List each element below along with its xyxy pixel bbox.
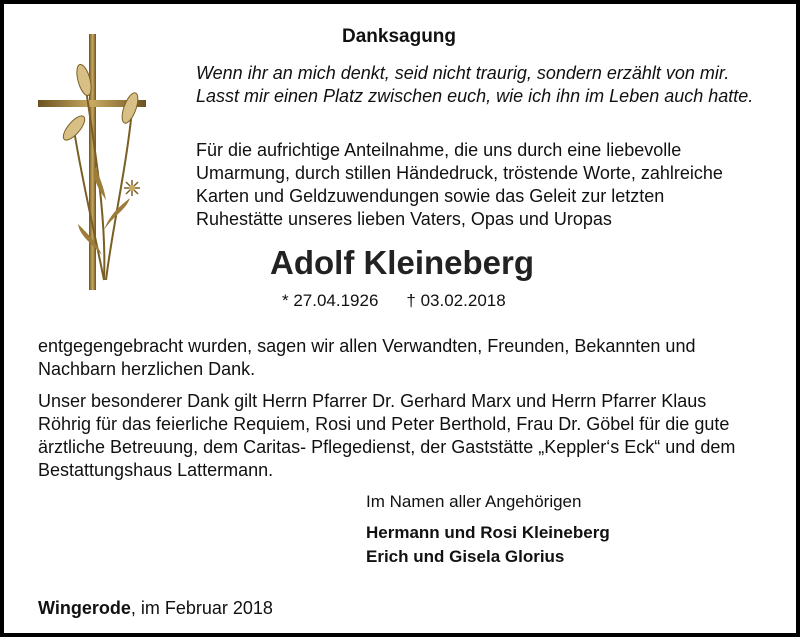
thanks-line: entgegengebracht wurden, sagen wir allen Verwandten, Freunden, Bekannten und — [38, 336, 696, 356]
special-thanks-line: ärztliche Betreuung, dem Caritas- Pflegedienst, der Gaststätte „Keppler‘s Eck“ und dem — [38, 437, 736, 457]
special-thanks-line: Röhrig für das feierliche Requiem, Rosi und Peter Berthold, Frau Dr. Göbel für die gute — [38, 414, 730, 434]
special-thanks-line: Bestattungshaus Lattermann. — [38, 460, 274, 480]
birth-date: * 27.04.1926 — [282, 291, 379, 310]
intro-line: Für die aufrichtige Anteilnahme, die uns durch eine liebevolle — [196, 140, 682, 160]
intro-line: Karten und Geldzuwendungen sowie das Geleit zur letzten — [196, 186, 665, 206]
heading: Danksagung — [342, 26, 457, 47]
poem-quote — [196, 62, 753, 108]
death-date: † 03.02.2018 — [406, 291, 506, 310]
notice-date: , im Februar 2018 — [130, 598, 273, 618]
signer-name: Erich und Gisela Glorius — [366, 547, 565, 566]
intro-text — [196, 139, 723, 231]
signer-name: Hermann und Rosi Kleineberg — [366, 523, 610, 542]
cross-with-wheat-icon — [34, 30, 150, 300]
life-dates — [282, 291, 506, 311]
place-and-date — [38, 598, 273, 619]
intro-line: Ruhestätte unseres lieben Vaters, Opas und Uropas — [196, 209, 612, 229]
thanks-text — [38, 335, 695, 381]
signers — [366, 521, 610, 569]
closing-phrase: Im Namen aller Angehörigen — [366, 492, 582, 511]
special-thanks-line: Unser besonderer Dank gilt Herrn Pfarrer Dr. Gerhard Marx und Herrn Pfarrer Klaus — [38, 391, 707, 411]
poem-line: Wenn ihr an mich denkt, seid nicht traurig, sondern erzählt von mir. — [196, 63, 730, 83]
thanks-line: Nachbarn herzlichen Dank. — [38, 359, 256, 379]
deceased-name: Adolf Kleineberg — [270, 244, 535, 281]
poem-line: Lasst mir einen Platz zwischen euch, wie ich ihn im Leben auch hatte. — [196, 86, 754, 106]
special-thanks-text — [38, 390, 735, 482]
intro-line: Umarmung, durch stillen Händedruck, tröstende Worte, zahlreiche — [196, 163, 723, 183]
town-name: Wingerode — [38, 598, 131, 618]
